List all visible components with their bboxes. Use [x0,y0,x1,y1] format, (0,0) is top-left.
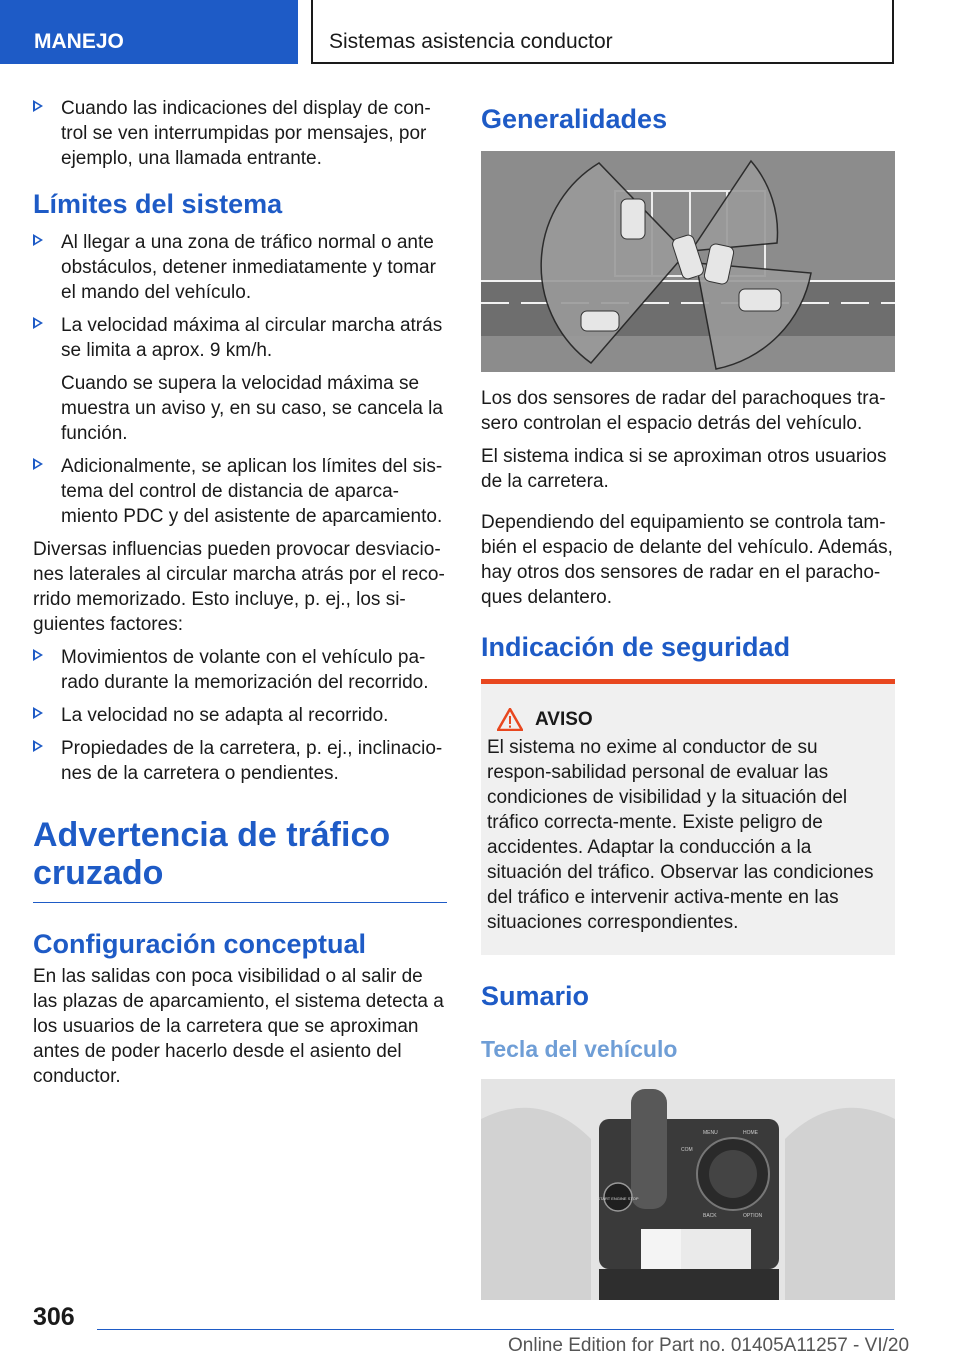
bullet-text: Movimientos de volante con el vehículo pa-rado durante la memorización del recorrido. [61,647,429,693]
warning-text: El sistema no exime al conductor de su respon-sabilidad personal de evaluar las condiciones de visibilidad y la situación del tráfico correcta-mente. Existe peligro de accidentes. Adaptar la conducción a la situación del tráfico. Observar las condiciones del tráfico e intervenir activa-mente en las situaciones correspondientes. [487,737,874,933]
edition-footer: Online Edition for Part no. 01405A11257 - VI/20 [508,1335,910,1356]
warning-triangle-icon [497,708,523,731]
list-item [33,96,447,171]
console-label-option: OPTION [743,1213,763,1219]
list-item [33,454,447,529]
safety-heading: Indicación de seguridad [481,632,791,662]
bullet-text: Cuando las indicaciones del display de con-trol se ven interrumpidas por mensajes, por ejemplo, una llamada entrante. [61,98,431,169]
radar-coverage-illustration [481,151,895,372]
warning-label: AVISO [535,708,593,730]
bullet-text: Al llegar a una zona de tráfico normal o ante obstáculos, detener inmediatamente y tomar el mando del vehículo. [61,232,436,303]
general-paragraph-2: El sistema indica si se aproximan otros usuarios de la carretera. [481,446,887,492]
list-item [33,645,447,695]
influences-paragraph: Diversas influencias pueden provocar desviacio-nes laterales al circular marcha atrás por el reco-rrido memorizado. Esto incluye, p. ej., los si-guientes factores: [33,539,445,635]
triangle-bullet-icon [33,100,43,112]
list-item [33,313,447,446]
bullet-text: La velocidad no se adapta al recorrido. [61,705,389,726]
chapter-tab: MANEJO [0,0,298,64]
bullet-text: Adicionalmente, se aplican los límites del sis-tema del control de distancia de aparca-miento PDC y del asistente de aparcamiento. [61,456,443,527]
triangle-bullet-icon [33,234,43,246]
footer-divider [97,1329,894,1330]
warning-box [481,679,895,955]
vehicle-button-heading: Tecla del vehículo [481,1036,678,1062]
list-item [33,703,447,728]
triangle-bullet-icon [33,707,43,719]
center-console-photo [481,1079,895,1300]
page-number: 306 [33,1303,75,1331]
concept-heading: Configuración conceptual [33,929,367,959]
triangle-bullet-icon [33,740,43,752]
console-label-home: HOME [743,1130,758,1136]
section-divider [33,902,447,903]
section-title-header: Sistemas asistencia conductor [311,0,894,64]
general-paragraph-3: Dependiendo del equipamiento se controla tam-bién el espacio de delante del vehículo. Además, hay otros dos sensores de radar en el paracho-ques delantero. [481,512,893,608]
triangle-bullet-icon [33,458,43,470]
general-paragraph-1: Los dos sensores de radar del parachoques tra-sero controlan el espacio detrás del vehículo. [481,388,886,434]
limits-heading: Límites del sistema [33,189,283,219]
cross-traffic-diagram [481,151,895,372]
triangle-bullet-icon [33,317,43,329]
concept-paragraph: En las salidas con poca visibilidad o al salir de las plazas de aparcamiento, el sistema detecta a los usuarios de la carretera que se aproximan antes de poder hacerlo desde el asiento del conductor. [33,966,444,1087]
triangle-bullet-icon [33,649,43,661]
list-item [33,230,447,305]
bullet-text: La velocidad máxima al circular marcha atrás se limita a aprox. 9 km/h. [61,315,443,361]
chapter-section-title: Advertencia de tráfico cruzado [33,816,391,892]
console-label-menu: MENU [703,1130,718,1136]
left-column [33,96,447,1089]
list-item [33,736,447,786]
console-label-back: BACK [703,1213,717,1219]
bullet-text: Propiedades de la carretera, p. ej., inclinacio-nes de la carretera o pendientes. [61,738,443,784]
console-label-com: COM [681,1147,693,1153]
right-column [481,96,895,1300]
summary-heading: Sumario [481,981,590,1011]
warning-header [487,708,887,731]
general-heading: Generalidades [481,104,668,134]
console-label-start: START ENGINE STOP [597,1196,639,1201]
bullet-subtext: Cuando se supera la velocidad máxima se muestra un aviso y, en su caso, se cancela la función. [61,373,443,444]
console-illustration [481,1079,895,1300]
